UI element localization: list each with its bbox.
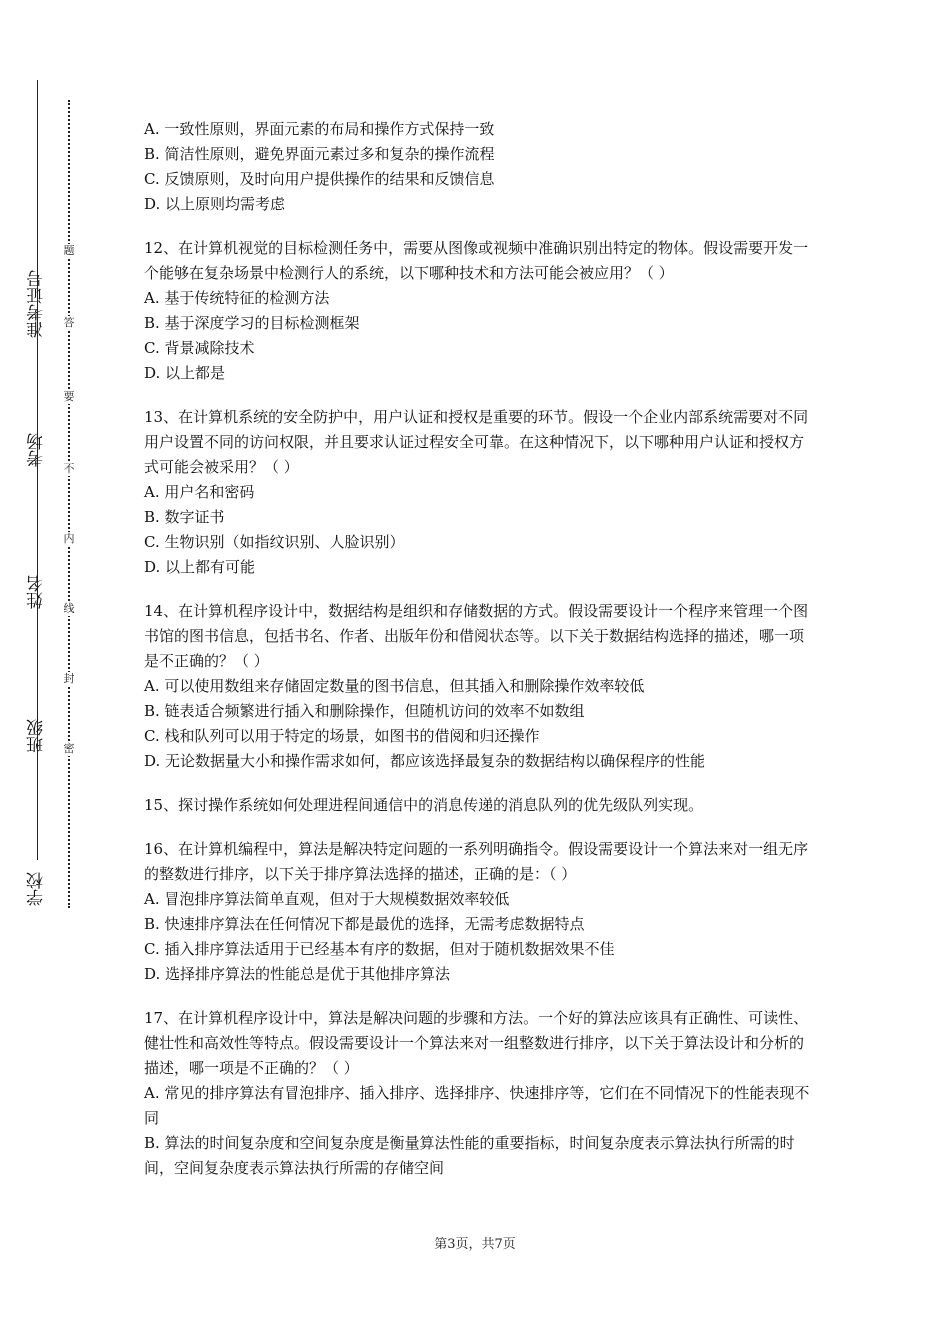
question-text: 16、在计算机编程中，算法是解决特定问题的一系列明确指令。假设需要设计一个算法来对一组无序的整数进行排序，以下关于排序算法选择的描述，正确的是：（ ） — [144, 840, 809, 883]
option-b: B. 数字证书 — [144, 508, 225, 526]
option-c: C. 反馈原则，及时向用户提供操作的结果和反馈信息 — [144, 170, 495, 188]
option-a: A. 常见的排序算法有冒泡排序、插入排序、选择排序、快速排序等，它们在不同情况下的性能表现不同 — [144, 1084, 810, 1127]
option-d: D. 无论数据量大小和操作需求如何，都应该选择最复杂的数据结构以确保程序的性能 — [144, 752, 706, 770]
option-a: A. 基于传统特征的检测方法 — [144, 289, 330, 307]
page-number: 第3页，共7页 — [434, 1237, 516, 1252]
option-c: C. 生物识别（如指纹识别、人脸识别） — [144, 533, 405, 551]
label-exam-room: 考场 — [27, 433, 47, 467]
seal-char-mi: 密 — [63, 742, 75, 755]
option-a: A. 一致性原则，界面元素的布局和操作方式保持一致 — [144, 120, 495, 138]
option-c: C. 插入排序算法适用于已经基本有序的数据，但对于随机数据效果不佳 — [144, 940, 615, 958]
question-16 — [144, 837, 812, 987]
question-14 — [144, 599, 812, 774]
option-d: D. 以上都有可能 — [144, 558, 256, 576]
exam-content — [144, 117, 812, 1200]
seal-dotted-line — [68, 100, 70, 908]
question-text: 13、在计算机系统的安全防护中，用户认证和授权是重要的环节。假设一个企业内部系统需要对不同用户设置不同的访问权限，并且要求认证过程安全可靠。在这种情况下，以下哪种用户认证和授权方式可能会被采用？（ ） — [144, 408, 809, 476]
question-11-options — [144, 117, 812, 217]
seal-char-ti: 题 — [63, 244, 75, 257]
seal-char-da: 答 — [63, 316, 75, 329]
option-c: C. 栈和队列可以用于特定的场景，如图书的借阅和归还操作 — [144, 727, 540, 745]
question-text: 14、在计算机程序设计中，数据结构是组织和存储数据的方式。假设需要设计一个程序来管理一个图书馆的图书信息，包括书名、作者、出版年份和借阅状态等。以下关于数据结构选择的描述，哪一项是不正确的？（ ） — [144, 602, 809, 670]
seal-char-bu: 不 — [63, 462, 75, 475]
option-a: A. 用户名和密码 — [144, 483, 255, 501]
question-15 — [144, 793, 812, 818]
option-b: B. 简洁性原则，避免界面元素过多和复杂的操作流程 — [144, 145, 495, 163]
option-d: D. 以上原则均需考虑 — [144, 195, 286, 213]
question-12 — [144, 236, 812, 386]
student-info-sidebar — [18, 80, 58, 940]
seal-char-nei: 内 — [63, 532, 75, 545]
option-a: A. 可以使用数组来存储固定数量的图书信息，但其插入和删除操作效率较低 — [144, 677, 645, 695]
label-name: 姓名 — [27, 575, 47, 609]
option-b: B. 链表适合频繁进行插入和删除操作，但随机访问的效率不如数组 — [144, 702, 585, 720]
option-d: D. 选择排序算法的性能总是优于其他排序算法 — [144, 965, 451, 983]
option-d: D. 以上都是 — [144, 364, 226, 382]
label-admission-number: 准考证号 — [27, 270, 47, 338]
seal-char-yao: 要 — [63, 390, 75, 403]
option-b: B. 基于深度学习的目标检测框架 — [144, 314, 360, 332]
question-text: 12、在计算机视觉的目标检测任务中，需要从图像或视频中准确识别出特定的物体。假设需要开发一个能够在复杂场景中检测行人的系统，以下哪种技术和方法可能会被应用？（ ） — [144, 239, 809, 282]
question-text: 17、在计算机程序设计中，算法是解决问题的步骤和方法。一个好的算法应该具有正确性、可读性、健壮性和高效性等特点。假设需要设计一个算法来对一组整数进行排序，以下关于算法设计和分析的描述，哪一项是不正确的？（ ） — [144, 1009, 809, 1077]
option-b: B. 快速排序算法在任何情况下都是最优的选择，无需考虑数据特点 — [144, 915, 585, 933]
question-17 — [144, 1006, 812, 1181]
option-a: A. 冒泡排序算法简单直观，但对于大规模数据效率较低 — [144, 890, 510, 908]
label-class: 班级 — [27, 719, 47, 753]
option-c: C. 背景减除技术 — [144, 339, 255, 357]
question-text: 15、探讨操作系统如何处理进程间通信中的消息传递的消息队列的优先级队列实现。 — [144, 796, 704, 814]
question-13 — [144, 405, 812, 580]
label-school: 学校 — [27, 872, 47, 906]
seal-char-xian: 线 — [63, 602, 75, 615]
seal-char-feng: 封 — [63, 672, 75, 685]
option-b: B. 算法的时间复杂度和空间复杂度是衡量算法性能的重要指标，时间复杂度表示算法执行所需的时间，空间复杂度表示算法执行所需的存储空间 — [144, 1134, 795, 1177]
